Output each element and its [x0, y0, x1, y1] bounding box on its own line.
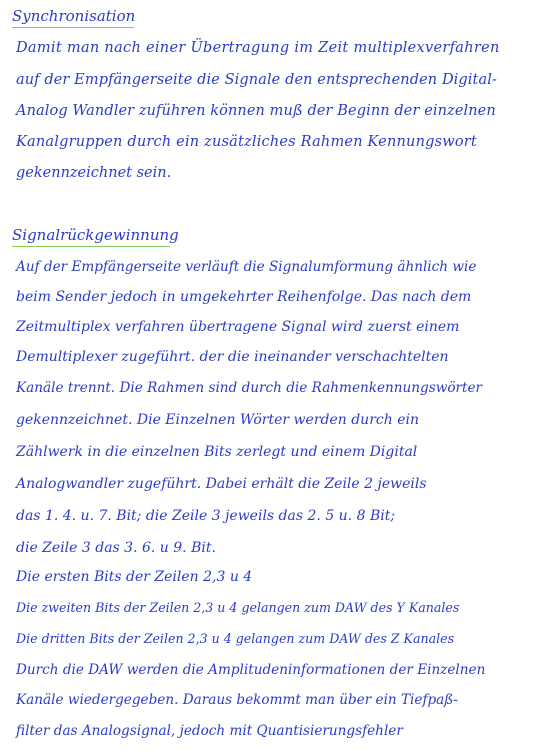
- section2-line-10: die Zeile 3 das 3. 6. u 9. Bit.: [16, 540, 216, 556]
- heading-signalrueckgewinnung: Signalrückgewinnung: [12, 226, 179, 244]
- section2-line-8: Analogwandler zugeführt. Dabei erhält die Zeile 2 jeweils: [16, 476, 427, 492]
- heading-synchronisation: Synchronisation: [12, 7, 136, 25]
- section2-line-14: Durch die DAW werden die Amplitudeninformationen der Einzelnen: [16, 662, 486, 678]
- section1-line-1: Damit man nach einer Übertragung im Zeit multiplexverfahren: [16, 40, 500, 56]
- section1-line-3: Analog Wandler zuführen können muß der Beginn der einzelnen: [16, 103, 496, 119]
- heading-underline-signalrueckgewinnung: [12, 246, 170, 247]
- section2-line-6: gekennzeichnet. Die Einzelnen Wörter werden durch ein: [16, 412, 419, 428]
- section2-line-3: Zeitmultiplex verfahren übertragene Signal wird zuerst einem: [16, 319, 460, 335]
- section2-line-7: Zählwerk in die einzelnen Bits zerlegt und einem Digital: [16, 444, 418, 460]
- section2-line-5: Kanäle trennt. Die Rahmen sind durch die Rahmenkennungswörter: [16, 380, 483, 396]
- section2-line-2: beim Sender jedoch in umgekehrter Reihenfolge. Das nach dem: [16, 289, 472, 305]
- section2-line-12: Die zweiten Bits der Zeilen 2,3 u 4 gelangen zum DAW des Y Kanales: [16, 600, 460, 615]
- section1-line-5: gekennzeichnet sein.: [16, 165, 172, 181]
- heading-underline-synchronisation: [12, 27, 134, 28]
- section2-line-16: filter das Analogsignal, jedoch mit Quantisierungsfehler: [16, 723, 403, 739]
- section1-line-4: Kanalgruppen durch ein zusätzliches Rahmen Kennungswort: [16, 134, 477, 150]
- section2-line-1: Auf der Empfängerseite verläuft die Signalumformung ähnlich wie: [16, 259, 477, 275]
- section2-line-4: Demultiplexer zugeführt. der die ineinander verschachtelten: [16, 349, 449, 365]
- section2-line-9: das 1. 4. u. 7. Bit; die Zeile 3 jeweils das 2. 5 u. 8 Bit;: [16, 508, 396, 524]
- section2-line-15: Kanäle wiedergegeben. Daraus bekommt man über ein Tiefpaß-: [16, 692, 458, 708]
- section2-line-13: Die dritten Bits der Zeilen 2,3 u 4 gelangen zum DAW des Z Kanales: [16, 631, 455, 646]
- section2-line-11: Die ersten Bits der Zeilen 2,3 u 4: [16, 569, 253, 585]
- section1-line-2: auf der Empfängerseite die Signale den entsprechenden Digital-: [16, 72, 497, 88]
